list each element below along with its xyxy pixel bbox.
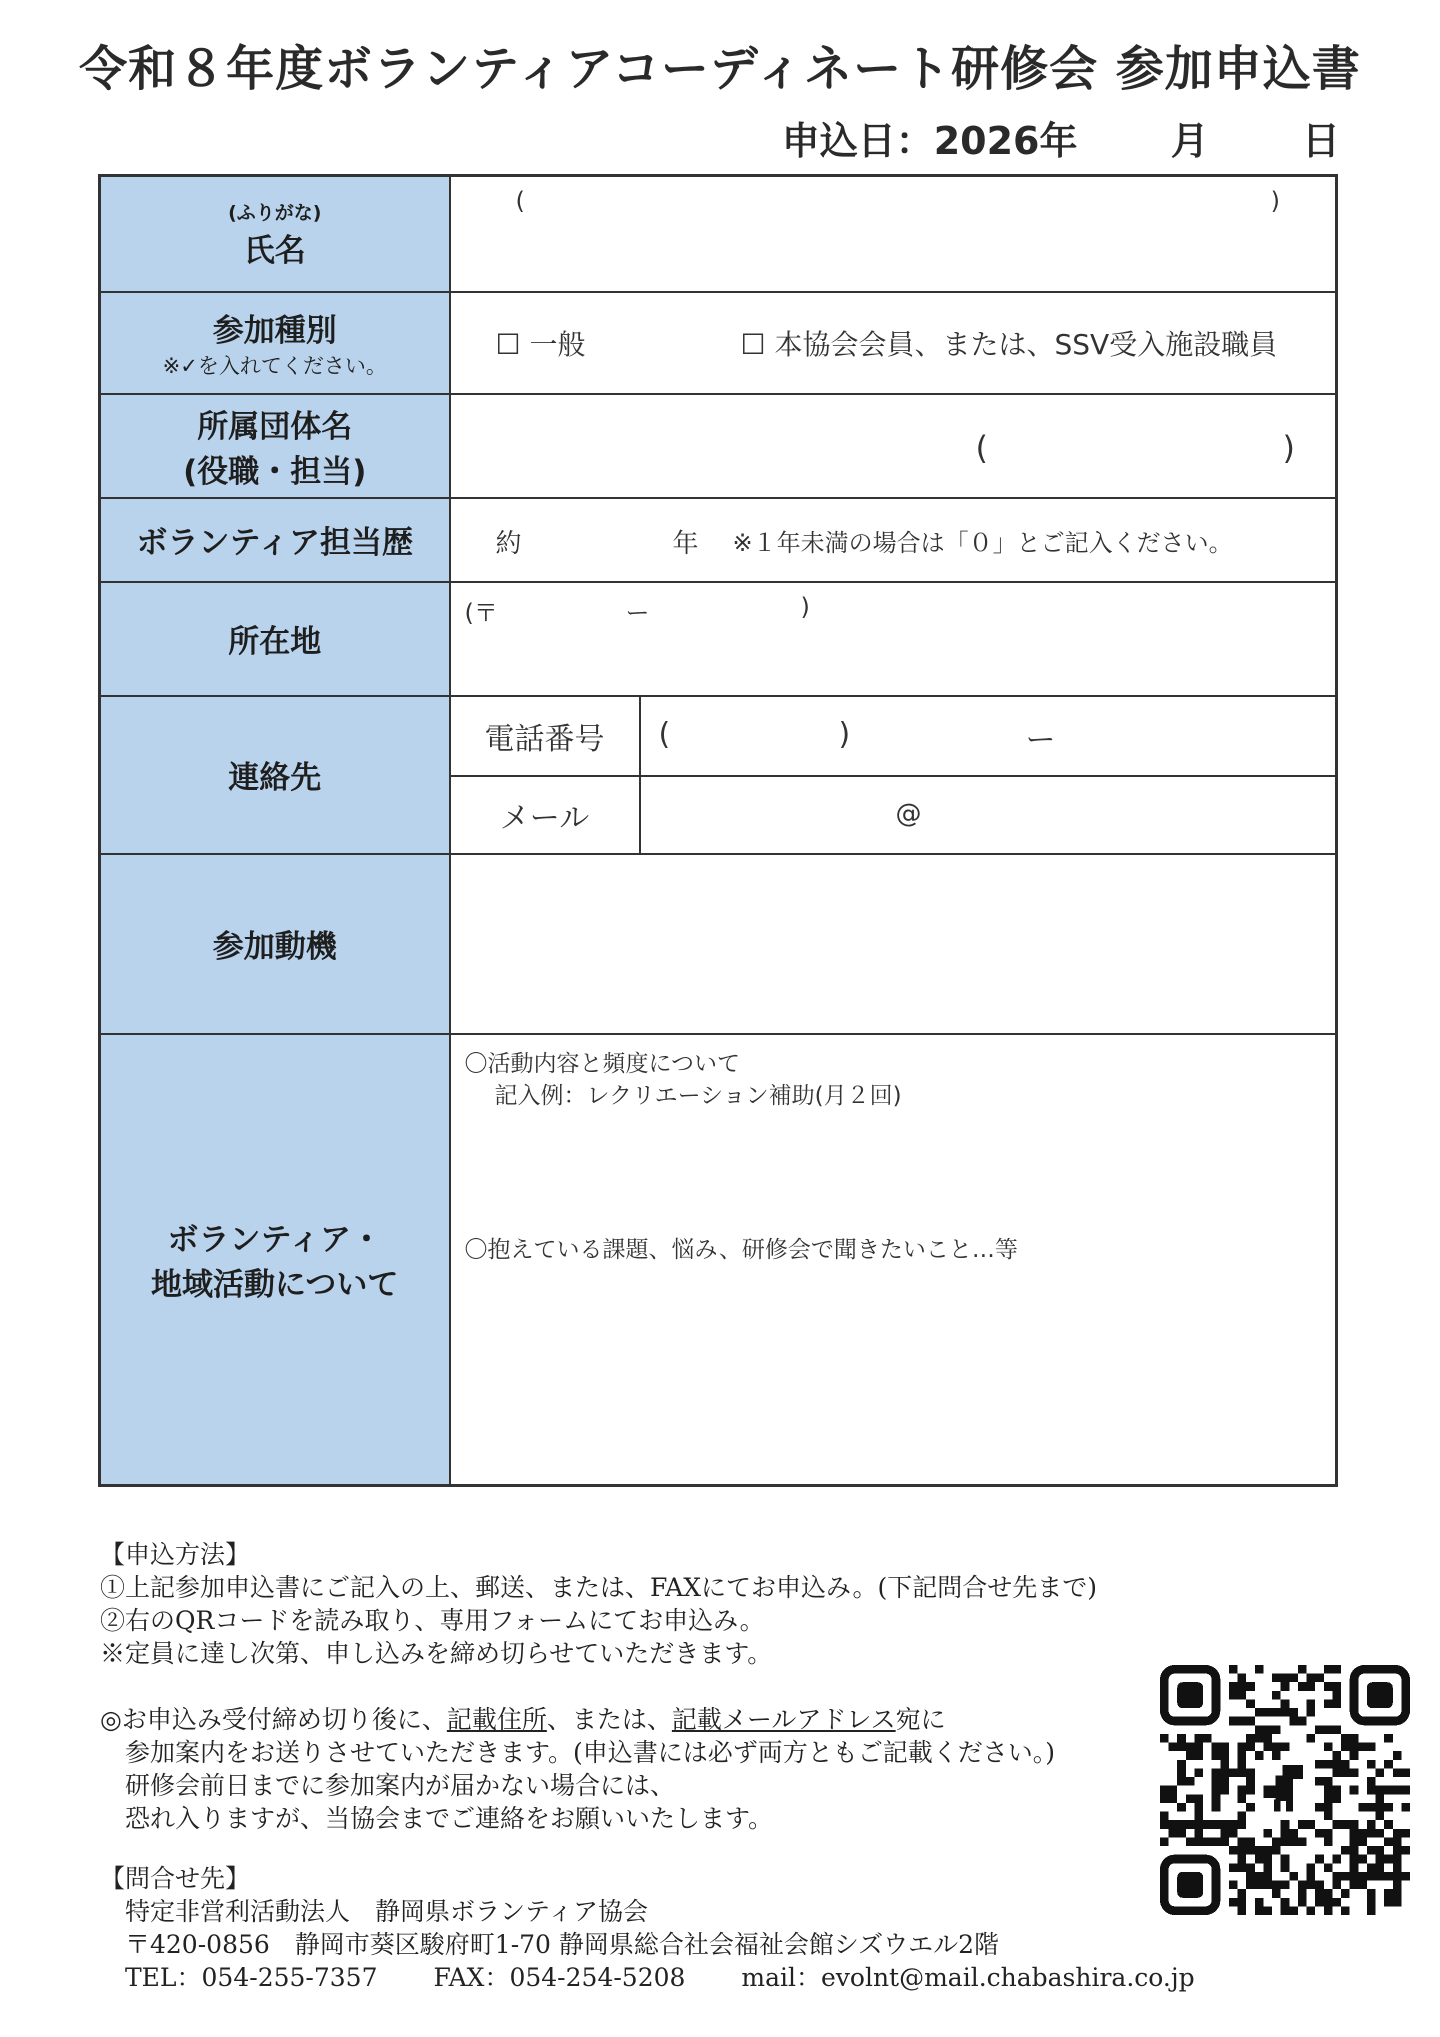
history-label: ボランティア担当歴 — [136, 525, 414, 561]
activity-example: 記入例：レクリエーション補助(月２回) — [494, 1082, 902, 1109]
category-label-cell — [100, 292, 450, 394]
method-line-2: ②右のQRコードを読み取り、専用フォームにてお申込み。 — [100, 1606, 765, 1635]
contact-fax: FAX：054-254-5208 — [433, 1963, 686, 1992]
motive-field[interactable] — [450, 854, 1337, 1034]
mail-label: メール — [450, 776, 640, 854]
postal-open: (〒 — [464, 598, 498, 627]
application-date — [782, 110, 1340, 165]
history-note: ※１年未満の場合は「０」とご記入ください。 — [732, 528, 1233, 557]
name-paren-close: ) — [1270, 187, 1280, 215]
org-paren-close: ) — [1282, 428, 1295, 467]
qr-dino-logo — [1255, 1760, 1315, 1820]
activity-field[interactable] — [450, 1034, 1337, 1486]
history-approx: 約 — [495, 528, 522, 559]
mail-field[interactable] — [640, 776, 1337, 854]
history-field[interactable] — [450, 498, 1337, 582]
category-sublabel: ※✓を入れてください。 — [162, 354, 387, 378]
contact-phone-row — [100, 1961, 1195, 1994]
category-option-general-checkbox[interactable]: ☐ 一般 — [495, 327, 586, 361]
contact-tel: TEL：054-255-7357 — [125, 1963, 378, 1992]
notice-text-a3: 、または、 — [546, 1705, 672, 1734]
postal-dash: ー — [625, 598, 650, 627]
phone-label: 電話番号 — [450, 696, 640, 776]
contact-label-cell — [100, 696, 450, 854]
name-label: 氏名 — [243, 232, 306, 269]
activity-label-2: 地域活動について — [151, 1267, 399, 1304]
motive-label: 参加動機 — [212, 929, 337, 965]
phone-paren-open: ( — [658, 716, 671, 752]
contact-mail[interactable]: mail：evolnt@mail.chabashira.co.jp — [741, 1963, 1195, 1992]
notice-text-a5: 宛に — [895, 1705, 946, 1734]
contact-label: 連絡先 — [228, 760, 322, 796]
activity-question-2: 〇抱えている課題、悩み、研修会で聞きたいこと…等 — [464, 1236, 1018, 1263]
notice-line-3: 研修会前日までに参加案内が届かない場合には、 — [125, 1771, 676, 1800]
date-label: 申込日：2026年 — [781, 119, 1078, 163]
page-title: 令和８年度ボランティアコーディネート研修会 参加申込書 — [79, 41, 1361, 97]
application-form — [98, 174, 1338, 1487]
furigana-label: (ふりがな) — [228, 201, 322, 224]
phone-field[interactable] — [640, 696, 1337, 776]
notice-line-1 — [100, 1703, 1097, 1736]
contact-heading: 【問合せ先】 — [100, 1864, 251, 1893]
org-sublabel: (役職・担当) — [183, 453, 367, 490]
application-method — [100, 1538, 1097, 1868]
phone-dash: ー — [1025, 722, 1056, 758]
contact-info — [100, 1862, 1195, 1994]
notice-address-underline: 記載住所 — [446, 1705, 547, 1734]
history-year: 年 — [672, 528, 699, 559]
date-day: 日 — [1301, 119, 1340, 163]
activity-question-1: 〇活動内容と頻度について — [464, 1050, 741, 1077]
history-label-cell — [100, 498, 450, 582]
notice-text-a1: ◎お申込み受付締め切り後に、 — [100, 1705, 447, 1734]
org-field[interactable] — [450, 394, 1337, 498]
category-field — [450, 292, 1337, 394]
activity-label-1: ボランティア・ — [167, 1222, 383, 1259]
category-option-member-checkbox[interactable]: ☐ 本協会会員、または、SSV受入施設職員 — [740, 327, 1278, 361]
org-label: 所属団体名 — [197, 408, 353, 445]
org-label-cell — [100, 394, 450, 498]
method-line-1: ①上記参加申込書にご記入の上、郵送、または、FAXにてお申込み。(下記問合せ先まで) — [100, 1573, 1098, 1602]
qr-code-icon[interactable] — [1160, 1665, 1410, 1915]
notice-mail-underline: 記載メールアドレス — [671, 1705, 896, 1734]
method-line-3: ※定員に達し次第、申し込みを締め切らせていただきます。 — [100, 1639, 773, 1668]
motive-label-cell — [100, 854, 450, 1034]
org-paren-open: ( — [975, 428, 988, 467]
notice-line-4: 恐れ入りますが、当協会までご連絡をお願いいたします。 — [125, 1804, 774, 1833]
name-field[interactable] — [450, 176, 1337, 292]
address-label-cell — [100, 582, 450, 696]
notice-line-2: 参加案内をお送りさせていただきます。(申込書には必ず両方ともご記載ください。) — [125, 1738, 1056, 1767]
method-heading: 【申込方法】 — [100, 1540, 251, 1569]
name-label-cell — [100, 176, 450, 292]
address-field[interactable] — [450, 582, 1337, 696]
postal-close: ) — [800, 592, 810, 621]
contact-address: 〒420-0856 静岡市葵区駿府町1-70 静岡県総合社会福祉会館シズウエル2階 — [125, 1930, 1000, 1959]
mail-at: @ — [895, 798, 922, 829]
category-label: 参加種別 — [212, 313, 337, 349]
phone-paren-close: ) — [838, 716, 851, 752]
contact-org: 特定非営利活動法人 静岡県ボランティア協会 — [125, 1897, 649, 1926]
date-month: 月 — [1170, 119, 1209, 163]
name-paren-open: ( — [515, 187, 525, 215]
address-label: 所在地 — [228, 624, 322, 660]
activity-label-cell — [100, 1034, 450, 1486]
